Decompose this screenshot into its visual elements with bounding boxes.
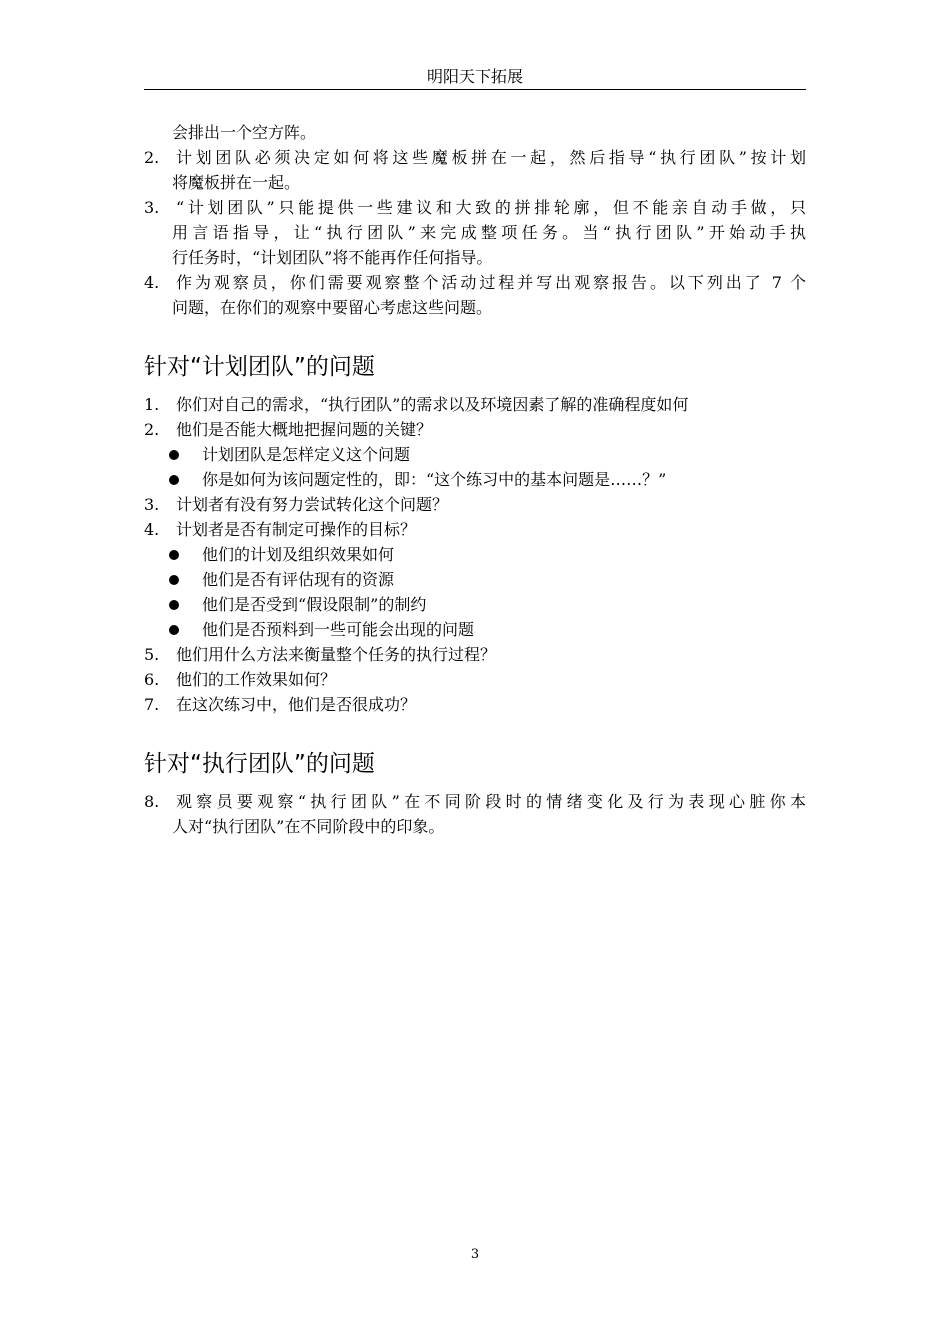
bullet-icon (169, 450, 179, 460)
question-number: 5. (144, 645, 160, 664)
bullet-icon (169, 575, 179, 585)
bullet-item (144, 467, 806, 492)
bullet-item (144, 567, 806, 592)
question-number: 6. (144, 670, 160, 689)
question-text: 观察员要观察“执行团队”在不同阶段时的情绪变化及行为表现心脏你本 (176, 792, 806, 811)
bullet-item (144, 617, 806, 642)
page-header-title: 明阳天下拓展 (426, 67, 523, 86)
question-text: 计划者有没有努力尝试转化这个问题？ (176, 495, 449, 514)
section-heading-planning: 针对“计划团队”的问题 (144, 354, 375, 380)
planning-question-6 (144, 667, 806, 692)
planning-question-7 (144, 692, 806, 717)
planning-question-5 (144, 642, 806, 667)
item-text: “计划团队”只能提供一些建议和大致的拼排轮廓，但不能亲自动手做，只 (176, 198, 806, 217)
bullet-item (144, 592, 806, 617)
section-heading-execution: 针对“执行团队”的问题 (144, 751, 375, 777)
question-text: 他们的工作效果如何？ (176, 670, 337, 689)
execution-question-8-cont (144, 814, 806, 839)
bullet-icon (169, 550, 179, 560)
execution-question-8 (144, 789, 806, 814)
question-number: 4. (144, 520, 160, 539)
item-number: 2. (144, 148, 160, 167)
bullet-icon (169, 625, 179, 635)
document-body (144, 120, 806, 839)
planning-question-1 (144, 392, 806, 417)
bullet-text: 计划团队是怎样定义这个问题 (202, 445, 411, 464)
question-text: 你们对自己的需求，“执行团队”的需求以及环境因素了解的准确程度如何 (176, 395, 689, 414)
item-number: 3. (144, 198, 160, 217)
bullet-icon (169, 600, 179, 610)
bullet-text: 他们的计划及组织效果如何 (202, 545, 395, 564)
question-text: 计划者是否有制定可操作的目标？ (176, 520, 417, 539)
intro-item-3-cont (144, 220, 806, 245)
intro-item-3 (144, 195, 806, 220)
question-number: 7. (144, 695, 160, 714)
question-number: 8. (144, 792, 160, 811)
bullet-item (144, 542, 806, 567)
item-text: 将魔板拼在一起。 (172, 173, 301, 192)
item-text: 问题，在你们的观察中要留心考虑这些问题。 (172, 298, 493, 317)
planning-question-3 (144, 492, 806, 517)
question-number: 3. (144, 495, 160, 514)
intro-item-4-cont (144, 295, 806, 320)
continuation-line (144, 120, 806, 145)
bullet-text: 你是如何为该问题定性的，即：“这个练习中的基本问题是……？” (202, 470, 667, 489)
header-divider (144, 89, 806, 90)
question-text: 他们用什么方法来衡量整个任务的执行过程？ (176, 645, 497, 664)
bullet-item (144, 442, 806, 467)
question-text: 他们是否能大概地把握问题的关键？ (176, 420, 433, 439)
question-text: 在这次练习中，他们是否很成功？ (176, 695, 417, 714)
bullet-text: 他们是否有评估现有的资源 (202, 570, 395, 589)
item-text: 行任务时，“计划团队”将不能再作任何指导。 (172, 248, 493, 267)
question-text: 人对“执行团队”在不同阶段中的印象。 (172, 817, 445, 836)
item-number: 4. (144, 273, 160, 292)
planning-question-4 (144, 517, 806, 542)
bullet-text: 他们是否预料到一些可能会出现的问题 (202, 620, 475, 639)
item-text: 用言语指导，让“执行团队”来完成整项任务。当“执行团队”开始动手执 (172, 223, 806, 242)
bullet-icon (169, 475, 179, 485)
intro-item-3-cont (144, 245, 806, 270)
intro-item-2-cont (144, 170, 806, 195)
continuation-text: 会排出一个空方阵。 (172, 123, 317, 142)
question-number: 1. (144, 395, 160, 414)
question-number: 2. (144, 420, 160, 439)
page-number: 3 (470, 1247, 480, 1262)
item-text: 作为观察员，你们需要观察整个活动过程并写出观察报告。以下列出了 7 个 (176, 273, 806, 292)
bullet-text: 他们是否受到“假设限制”的制约 (202, 595, 427, 614)
planning-question-2 (144, 417, 806, 442)
item-text: 计划团队必须决定如何将这些魔板拼在一起，然后指导“执行团队”按计划 (176, 148, 806, 167)
intro-item-2 (144, 145, 806, 170)
intro-item-4 (144, 270, 806, 295)
